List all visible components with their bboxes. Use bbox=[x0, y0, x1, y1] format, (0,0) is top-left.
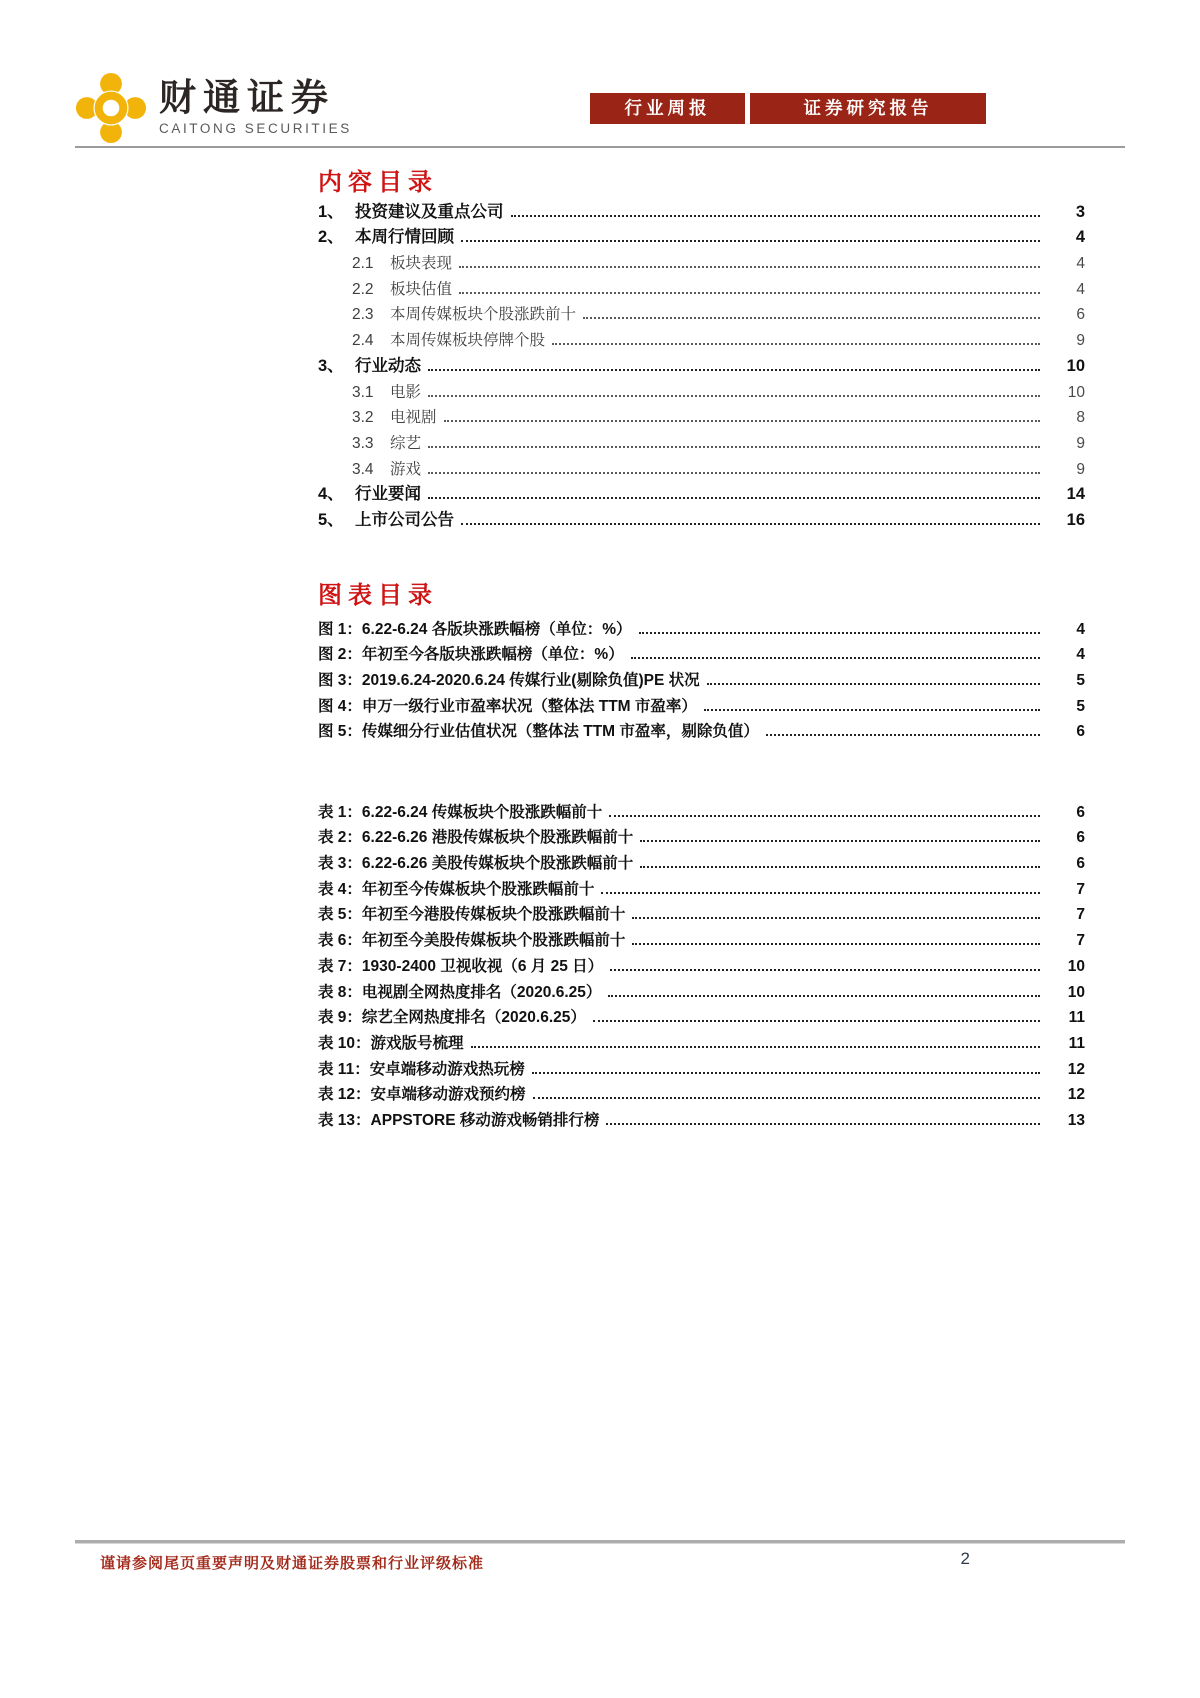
table-entry-page: 7 bbox=[1076, 932, 1085, 950]
dot-leader bbox=[632, 943, 1040, 945]
toc-entry-number: 2.2 bbox=[352, 280, 374, 298]
figure-entry-page: 6 bbox=[1076, 723, 1085, 741]
toc-entry-page: 10 bbox=[1067, 383, 1085, 401]
table-entry-page: 13 bbox=[1067, 1111, 1085, 1129]
toc-entry[interactable] bbox=[352, 247, 1085, 273]
table-entry-label: 表 1：6.22-6.24 传媒板块个股涨跌幅前十 bbox=[318, 803, 603, 821]
toc-entry-label: 投资建议及重点公司 bbox=[355, 202, 504, 221]
toc-entry[interactable] bbox=[352, 402, 1085, 428]
dot-leader bbox=[428, 446, 1040, 448]
toc-entry-number: 5、 bbox=[318, 510, 344, 529]
table-toc-entry[interactable] bbox=[318, 1053, 1085, 1079]
toc-entry-label: 综艺 bbox=[390, 434, 422, 452]
table-toc-entry[interactable] bbox=[318, 796, 1085, 822]
table-entry-label: 表 12：安卓端移动游戏预约榜 bbox=[318, 1086, 526, 1104]
tables-toc-list bbox=[318, 796, 1085, 1130]
table-entry-label: 表 13：APPSTORE 移动游戏畅销排行榜 bbox=[318, 1111, 600, 1129]
toc-entry-label: 板块表现 bbox=[390, 255, 453, 273]
toc-entry-page: 9 bbox=[1076, 332, 1085, 350]
toc-entry[interactable] bbox=[352, 273, 1085, 299]
table-entry-page: 6 bbox=[1076, 803, 1085, 821]
dot-leader bbox=[511, 215, 1041, 217]
table-entry-page: 12 bbox=[1067, 1060, 1085, 1078]
table-entry-label: 表 4：年初至今传媒板块个股涨跌幅前十 bbox=[318, 880, 595, 898]
figure-entry-page: 4 bbox=[1076, 620, 1085, 638]
table-entry-label: 表 6：年初至今美股传媒板块个股涨跌幅前十 bbox=[318, 932, 626, 950]
figure-entry-page: 5 bbox=[1076, 672, 1085, 690]
header-divider bbox=[75, 146, 1125, 148]
figures-toc-title: 图表目录 bbox=[318, 582, 438, 609]
toc-entry-page: 4 bbox=[1075, 228, 1085, 247]
figure-entry-label: 图 1：6.22-6.24 各版块涨跌幅榜（单位：%） bbox=[318, 620, 632, 638]
toc-entry-label: 本周传媒板块个股涨跌前十 bbox=[390, 306, 577, 324]
contents-toc-list bbox=[318, 196, 1085, 530]
company-name-en: CAITONG SECURITIES bbox=[159, 121, 352, 136]
caitong-coin-icon bbox=[75, 72, 147, 144]
dot-leader bbox=[640, 866, 1040, 868]
toc-entry-label: 电视剧 bbox=[390, 409, 437, 427]
table-toc-entry[interactable] bbox=[318, 1002, 1085, 1028]
table-toc-entry[interactable] bbox=[318, 873, 1085, 899]
table-entry-label: 表 10：游戏版号梳理 bbox=[318, 1034, 464, 1052]
dot-leader bbox=[707, 683, 1040, 685]
figure-entry-page: 4 bbox=[1076, 646, 1085, 664]
dot-leader bbox=[608, 995, 1040, 997]
dot-leader bbox=[532, 1072, 1040, 1074]
toc-entry-label: 行业要闻 bbox=[355, 485, 421, 504]
table-toc-entry[interactable] bbox=[318, 1104, 1085, 1130]
toc-entry-page: 9 bbox=[1076, 434, 1085, 452]
figure-entry-label: 图 5：传媒细分行业估值状况（整体法 TTM 市盈率，剔除负值） bbox=[318, 723, 759, 741]
table-entry-page: 7 bbox=[1076, 906, 1085, 924]
table-toc-entry[interactable] bbox=[318, 822, 1085, 848]
dot-leader bbox=[631, 657, 1040, 659]
dot-leader bbox=[583, 317, 1040, 319]
toc-entry[interactable] bbox=[318, 196, 1085, 222]
table-toc-entry[interactable] bbox=[318, 1079, 1085, 1105]
dot-leader bbox=[610, 969, 1040, 971]
toc-entry-page: 6 bbox=[1076, 306, 1085, 324]
toc-entry-label: 本周行情回顾 bbox=[355, 228, 454, 247]
toc-entry-label: 行业动态 bbox=[355, 356, 421, 375]
dot-leader bbox=[533, 1097, 1040, 1099]
table-entry-label: 表 11：安卓端移动游戏热玩榜 bbox=[318, 1060, 525, 1078]
table-entry-page: 11 bbox=[1068, 1009, 1085, 1027]
toc-entry-number: 2.4 bbox=[352, 332, 374, 350]
table-toc-entry[interactable] bbox=[318, 899, 1085, 925]
figure-entry-label: 图 2：年初至今各版块涨跌幅榜（单位：%） bbox=[318, 646, 624, 664]
toc-entry-label: 电影 bbox=[390, 383, 422, 401]
table-entry-label: 表 8：电视剧全网热度排名（2020.6.25） bbox=[318, 983, 602, 1001]
table-entry-page: 10 bbox=[1067, 983, 1085, 1001]
toc-entry-page: 14 bbox=[1066, 485, 1085, 504]
table-entry-page: 6 bbox=[1076, 829, 1085, 847]
toc-entry-number: 2、 bbox=[318, 228, 344, 247]
table-entry-page: 12 bbox=[1067, 1086, 1085, 1104]
toc-entry-label: 板块估值 bbox=[390, 280, 453, 298]
toc-entry-page: 4 bbox=[1076, 280, 1085, 298]
figure-toc-entry[interactable] bbox=[318, 639, 1085, 665]
dot-leader bbox=[428, 497, 1040, 499]
table-entry-page: 6 bbox=[1076, 855, 1085, 873]
figure-toc-entry[interactable] bbox=[318, 613, 1085, 639]
toc-entry[interactable] bbox=[352, 324, 1085, 350]
figure-toc-entry[interactable] bbox=[318, 664, 1085, 690]
toc-entry-number: 1、 bbox=[318, 202, 344, 221]
toc-entry[interactable] bbox=[352, 299, 1085, 325]
toc-entry-page: 16 bbox=[1066, 510, 1085, 529]
figure-entry-label: 图 4：申万一级行业市盈率状况（整体法 TTM 市盈率） bbox=[318, 697, 697, 715]
figure-toc-entry[interactable] bbox=[318, 690, 1085, 716]
toc-entry-page: 8 bbox=[1076, 409, 1085, 427]
table-entry-label: 表 9：综艺全网热度排名（2020.6.25） bbox=[318, 1009, 586, 1027]
dot-leader bbox=[461, 523, 1040, 525]
dot-leader bbox=[552, 343, 1040, 345]
toc-entry-number: 3.2 bbox=[352, 409, 374, 427]
toc-entry-number: 3.4 bbox=[352, 460, 374, 478]
footer-page-number: 2 bbox=[960, 1549, 970, 1568]
table-toc-entry[interactable] bbox=[318, 1027, 1085, 1053]
dot-leader bbox=[444, 420, 1040, 422]
dot-leader bbox=[606, 1123, 1040, 1125]
toc-entry-page: 3 bbox=[1075, 202, 1085, 221]
toc-entry-number: 2.3 bbox=[352, 306, 374, 324]
dot-leader bbox=[428, 369, 1040, 371]
toc-entry[interactable] bbox=[318, 222, 1085, 248]
toc-entry-label: 本周传媒板块停牌个股 bbox=[390, 332, 546, 350]
toc-entry[interactable] bbox=[352, 453, 1085, 479]
company-name-cn: 财通证券 bbox=[159, 77, 335, 118]
dot-leader bbox=[609, 815, 1040, 817]
toc-entry-page: 9 bbox=[1076, 460, 1085, 478]
dot-leader bbox=[459, 292, 1040, 294]
footer-disclaimer: 谨请参阅尾页重要声明及财通证券股票和行业评级标准 bbox=[100, 1555, 485, 1572]
figure-toc-entry[interactable] bbox=[318, 716, 1085, 742]
table-entry-label: 表 3：6.22-6.26 美股传媒板块个股涨跌幅前十 bbox=[318, 855, 634, 873]
toc-entry-number: 3、 bbox=[318, 356, 344, 375]
contents-toc-title: 内容目录 bbox=[318, 169, 438, 196]
table-toc-entry[interactable] bbox=[318, 924, 1085, 950]
dot-leader bbox=[766, 734, 1040, 736]
toc-entry-number: 3.3 bbox=[352, 434, 374, 452]
badge-research-report: 证券研究报告 bbox=[750, 93, 986, 124]
dot-leader bbox=[593, 1020, 1040, 1022]
figure-entry-page: 5 bbox=[1076, 697, 1085, 715]
dot-leader bbox=[471, 1046, 1040, 1048]
dot-leader bbox=[601, 892, 1040, 894]
table-toc-entry[interactable] bbox=[318, 976, 1085, 1002]
figures-toc-list bbox=[318, 613, 1085, 741]
company-logo bbox=[75, 72, 352, 144]
toc-entry-page: 4 bbox=[1076, 255, 1085, 273]
dot-leader bbox=[639, 632, 1040, 634]
figure-entry-label: 图 3：2019.6.24-2020.6.24 传媒行业(剔除负值)PE 状况 bbox=[318, 672, 700, 690]
table-entry-label: 表 7：1930-2400 卫视收视（6 月 25 日） bbox=[318, 957, 604, 975]
dot-leader bbox=[428, 395, 1040, 397]
badge-industry-weekly: 行业周报 bbox=[590, 93, 745, 124]
toc-entry-page: 10 bbox=[1066, 356, 1085, 375]
toc-entry-label: 上市公司公告 bbox=[355, 510, 454, 529]
toc-entry-label: 游戏 bbox=[390, 460, 422, 478]
footer-divider bbox=[75, 1540, 1125, 1544]
toc-entry-number: 2.1 bbox=[352, 255, 374, 273]
table-entry-label: 表 5：年初至今港股传媒板块个股涨跌幅前十 bbox=[318, 906, 626, 924]
dot-leader bbox=[632, 917, 1040, 919]
dot-leader bbox=[428, 472, 1040, 474]
dot-leader bbox=[704, 709, 1040, 711]
table-entry-page: 7 bbox=[1076, 880, 1085, 898]
table-entry-page: 10 bbox=[1067, 957, 1085, 975]
toc-entry-number: 4、 bbox=[318, 485, 344, 504]
report-type-badges bbox=[590, 93, 986, 124]
table-entry-page: 11 bbox=[1068, 1034, 1085, 1052]
toc-entry[interactable] bbox=[318, 504, 1085, 530]
dot-leader bbox=[640, 840, 1040, 842]
toc-entry[interactable] bbox=[318, 350, 1085, 376]
dot-leader bbox=[459, 266, 1040, 268]
table-toc-entry[interactable] bbox=[318, 950, 1085, 976]
toc-entry[interactable] bbox=[352, 427, 1085, 453]
dot-leader bbox=[461, 240, 1040, 242]
toc-entry[interactable] bbox=[318, 479, 1085, 505]
table-toc-entry[interactable] bbox=[318, 847, 1085, 873]
toc-entry-number: 3.1 bbox=[352, 383, 374, 401]
toc-entry[interactable] bbox=[352, 376, 1085, 402]
company-name bbox=[159, 72, 352, 136]
table-entry-label: 表 2：6.22-6.26 港股传媒板块个股涨跌幅前十 bbox=[318, 829, 634, 847]
